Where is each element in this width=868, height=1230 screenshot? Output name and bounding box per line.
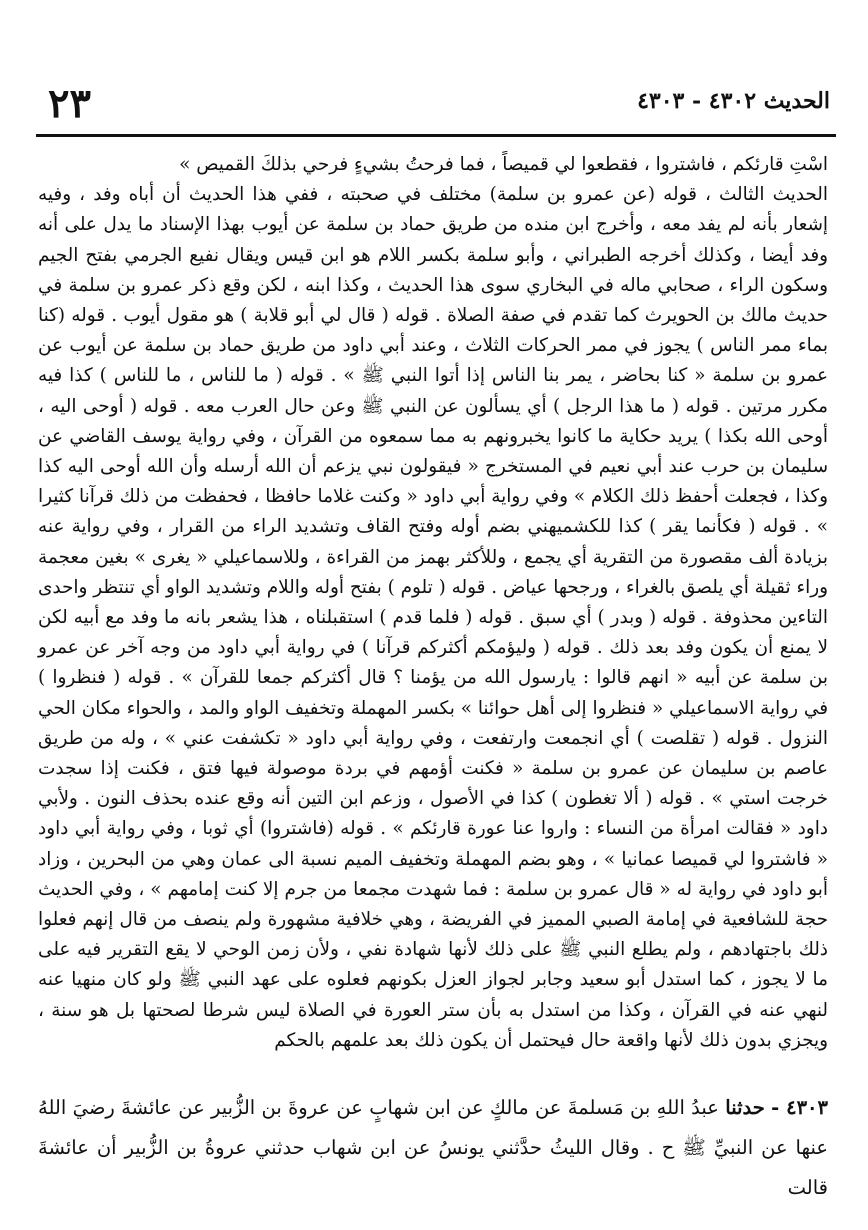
commentary-paragraph-1: اسْتِ قارئكم ، فاشتروا ، فقطعوا لي قميصاً ، فما فرحتُ بشيءٍ فرحي بذلكَ القميص » [179, 154, 828, 175]
running-title: الحديث ٤٣٠٢ - ٤٣٠٣ [637, 88, 830, 114]
header-divider [36, 134, 836, 137]
page-number: ٢٣ [48, 80, 91, 127]
hadith-text: عبدُ اللهِ بن مَسلمةَ عن مالكٍ عن ابن شهابٍ عن عروةَ بن الزُّبير عن عائشةَ رضيَ اللهُ عنها عن النبيِّ ﷺ ح . وقال الليثُ حدَّثني يونسُ عن ابن شهاب حدثني عروةُ بن الزُّبير أن عائشةَ قالت [38, 1096, 828, 1199]
hadith-paragraph [38, 1088, 828, 1208]
commentary-paragraph-2: الحديث الثالث ، قوله (عن عمرو بن سلمة) مختلف في صحبته ، ففي هذا الحديث أن أباه وفد ، وفيه إشعار بأنه لم يفد معه ، وأخرج ابن منده من طريق حماد بن سلمة عن أيوب بهذا الإسناد ما يدل على أنه وفد أيضا ، وكذلك أخرجه الطبراني ، وأبو سلمة بكسر اللام هو ابن قيس ويقال نفيع الجرمي بفتح الجيم وسكون الراء ، صحابي ماله في البخاري سوى هذا الحديث ، وكذا ابنه ، لكن وقع ذكر عمرو بن سلمة في حديث مالك بن الحويرث كما تقدم في صفة الصلاة . قوله ( قال لي أبو قلابة ) هو مقول أيوب . قوله (كنا بماء ممر الناس ) يجوز في ممر الحركات الثلاث ، وعند أبي داود من طريق حماد بن سلمة عن أيوب عن عمرو بن سلمة « كنا بحاضر ، يمر بنا الناس إذا أتوا النبي ﷺ » . قوله ( ما للناس ، ما للناس ) كذا فيه مكرر مرتين . قوله ( ما هذا الرجل ) أي يسألون عن النبي ﷺ وعن حال العرب معه . قوله ( أوحى اليه ، أوحى الله بكذا ) يريد حكاية ما كانوا يخبرونهم به مما سمعوه من القرآن ، وفي رواية يوسف القاضي عن سليمان بن حرب عند أبي نعيم في المستخرج « فيقولون نبي يزعم أن الله أرسله وأن الله أوحى اليه كذا وكذا ، فجعلت أحفظ ذلك الكلام » وفي رواية أبي داود « وكنت غلاما حافظا ، فحفظت من ذلك قرآنا كثيرا » . قوله ( فكأنما يقر ) كذا للكشميهني بضم أوله وفتح القاف وتشديد الراء من القرار ، وفي رواية عنه بزيادة ألف مقصورة من التقرية أي يجمع ، وللأكثر بهمز من القراءة ، وللاسماعيلي « يغرى » بغين معجمة وراء ثقيلة أي يلصق بالغراء ، ورجحها عياض . قوله ( تلوم ) بفتح أوله واللام وتشديد الواو أي تنتظر واحدى التاءين محذوفة . قوله ( وبدر ) أي سبق . قوله ( فلما قدم ) استقبلناه ، هذا يشعر بانه ما وفد مع أبيه لكن لا يمنع أن يكون وفد بعد ذلك . قوله ( وليؤمكم أكثركم قرآنا ) في رواية أبي داود من وجه آخر عن عمرو بن سلمة عن أبيه « انهم قالوا : يارسول الله من يؤمنا ؟ قال أكثركم جمعا للقرآن » . قوله ( فنظروا ) في رواية الاسماعيلي « فنظروا إلى أهل حوائنا » بكسر المهملة وتخفيف الواو والمد ، والحواء مكان الحي النزول . قوله ( تقلصت ) أي انجمعت وارتفعت ، وفي رواية أبي داود « تكشفت عني » ، وله من طريق عاصم بن سليمان عن عمرو بن سلمة « فكنت أؤمهم في بردة موصولة فيها فتق ، فكنت إذا سجدت خرجت استي » . قوله ( ألا تغطون ) كذا في الأصول ، وزعم ابن التين أنه وقع عنده بحذف النون . ولأبي داود « فقالت امرأة من النساء : واروا عنا عورة قارئكم » . قوله (فاشتروا) أي ثوبا ، وفي رواية أبي داود « فاشتروا لي قميصا عمانيا » ، وهو بضم المهملة وتخفيف الميم نسبة الى عمان وهي من البحرين ، وزاد أبو داود في رواية له « قال عمرو بن سلمة : فما شهدت مجمعا من جرم إلا كنت إمامهم » ، وفي الحديث حجة للشافعية في إمامة الصبي المميز في الفريضة ، وهي خلافية مشهورة ولم ينصف من قال إنهم فعلوا ذلك باجتهادهم ، ولم يطلع النبي ﷺ على ذلك لأنها شهادة نفي ، ولأن زمن الوحي لا يقع التقرير فيه على ما لا يجوز ، كما استدل أبو سعيد وجابر لجواز العزل بكونهم فعلوه على عهد النبي ﷺ ولو كان منهيا عنه لنهي عنه في القرآن ، وكذا من استدل به بأن ستر العورة في الصلاة ليس شرطا لصحتها بل هو سنة ، ويجزي بدون ذلك لأنها واقعة حال فيحتمل أن يكون ذلك بعد علمهم بالحكم [38, 184, 828, 1051]
hadith-block [38, 1088, 828, 1208]
hadith-opening: حدثنا [725, 1096, 765, 1119]
hadith-number: ٤٣٠٣ - [771, 1096, 828, 1119]
page-header [36, 78, 830, 128]
commentary-text [38, 150, 828, 1056]
